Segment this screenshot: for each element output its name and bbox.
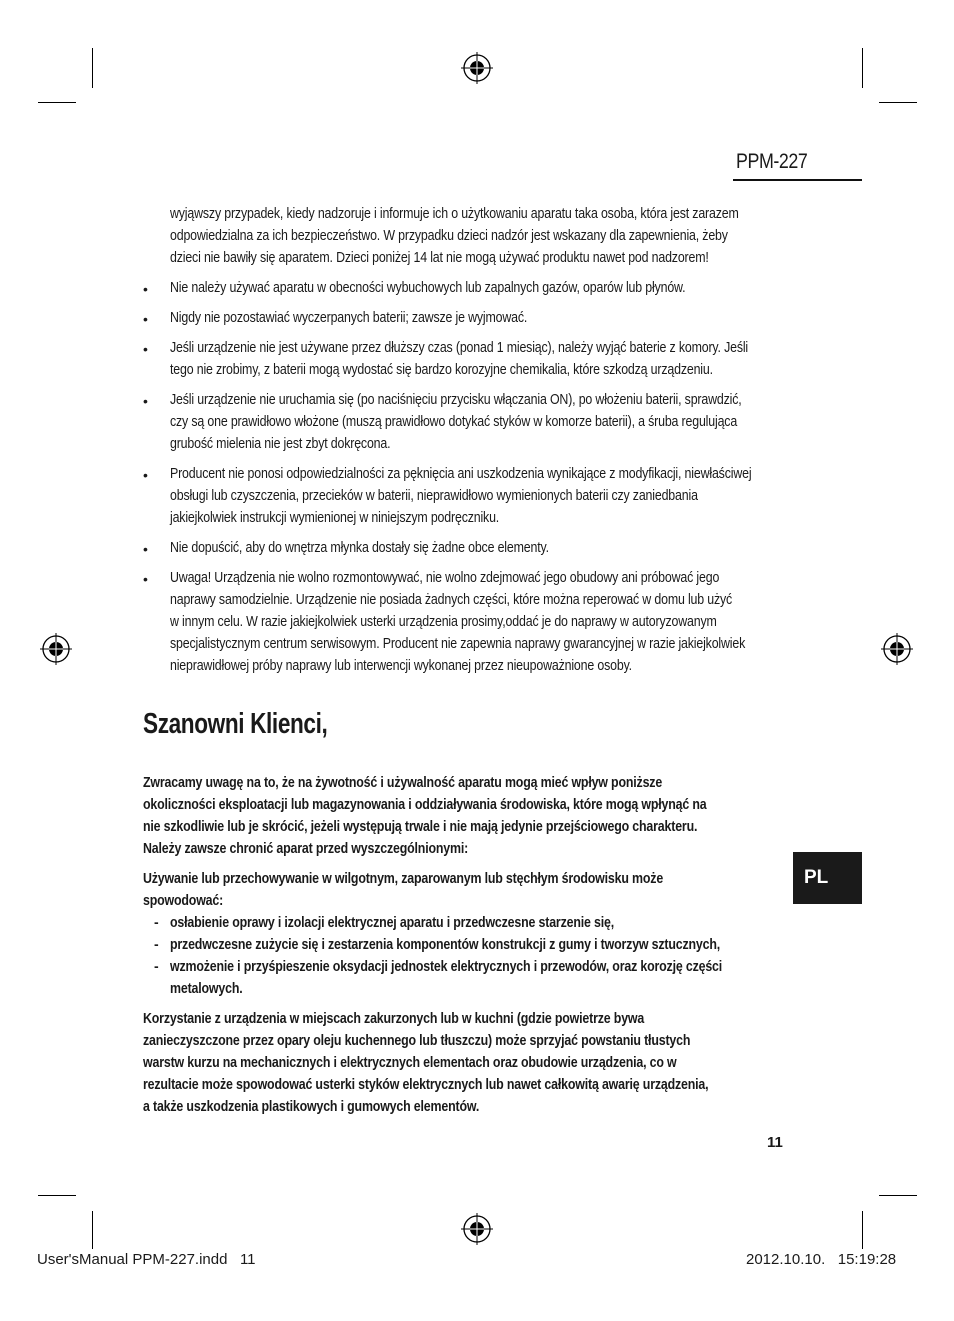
footer-timestamp: 2012.10.10. 15:19:28 <box>746 1251 897 1268</box>
registration-mark-right-icon <box>879 631 915 667</box>
paragraph-line: okoliczności eksploatacji lub magazynowania i oddziaływania środowiska, które mogą wpłynąć na <box>143 797 707 813</box>
section-heading: Szanowni Klienci, <box>143 708 328 740</box>
bullet-line: nieprawidłowej próby naprawy lub interwencji wykonanej przez nieupoważnione osoby. <box>170 658 632 674</box>
bullet-line: grubość mielenia nie jest zbyt dokręcona. <box>170 436 391 452</box>
dash-item-line: osłabienie oprawy i izolacji elektrycznej aparatu i przedwczesne starzenie się, <box>170 915 615 931</box>
bullet-line: czy są one prawidłowo włożone (muszą prawidłowo dotykać styków w komorze baterii), a śruba regulująca <box>170 414 738 430</box>
paragraph-line: warstw kurzu na mechanicznych i elektrycznych elementach oraz obudowie urządzenia, co w <box>143 1055 677 1071</box>
crop-mark-bottom-right-horizontal <box>879 1195 917 1196</box>
dash-item-line: przedwczesne zużycie się i zestarzenia komponentów konstrukcji z gumy i tworzyw sztucznych, <box>170 937 721 953</box>
bullet-glyph: • <box>143 281 148 297</box>
bullet-line: Nigdy nie pozostawiać wyczerpanych baterii; zawsze je wyjmować. <box>170 310 528 326</box>
paragraph-line: Zwracamy uwagę na to, że na żywotność i używalność aparatu mogą mieć wpływ poniższe <box>143 775 663 791</box>
crop-mark-top-left-vertical <box>92 48 93 88</box>
language-tab-label: PL <box>804 867 829 888</box>
paragraph-line: Należy zawsze chronić aparat przed wyszczególnionymi: <box>143 841 469 857</box>
bullet-line: obsługi lub czyszczenia, przecieków w baterii, nieprawidłowo wymienionych baterii czy zaniedbania <box>170 488 698 504</box>
bullet-glyph: • <box>143 541 148 557</box>
footer-file-info: User'sManual PPM-227.indd 11 <box>37 1251 256 1268</box>
paragraph-line: Korzystanie z urządzenia w miejscach zakurzonych lub w kuchni (gdzie powietrze bywa <box>143 1011 645 1027</box>
dash-glyph: - <box>154 958 159 974</box>
language-tab <box>793 852 862 904</box>
bullet-line: tego nie zrobimy, z baterii mogą wydostać się bardzo korozyjne chemikalia, które szkodzą urządzeniu. <box>170 362 713 378</box>
bullet-line: Jeśli urządzenie nie jest używane przez dłuższy czas (ponad 1 miesiąc), należy wyjąć baterie z komory. Jeśli <box>170 340 749 356</box>
bullet-glyph: • <box>143 571 148 587</box>
model-number: PPM-227 <box>736 150 808 173</box>
bullet-glyph: • <box>143 311 148 327</box>
crop-mark-top-right-horizontal <box>879 102 917 103</box>
intro-line: wyjąwszy przypadek, kiedy nadzoruje i informuje ich o użytkowaniu aparatu taka osoba, która jest zarazem <box>170 206 739 222</box>
dash-item-line: wzmożenie i przyśpieszenie oksydacji jednostek elektrycznych i przewodów, oraz korozję części <box>170 959 723 975</box>
bullet-line: specjalistycznym centrum serwisowym. Producent nie zapewnia naprawy gwarancyjnej w razie jakiejkolwiek <box>170 636 746 652</box>
paragraph-line: rezultacie może spowodować usterki styków elektrycznych lub nawet całkowitą awarię urządzenia, <box>143 1077 709 1093</box>
paragraph-line: spowodować: <box>143 893 224 909</box>
bullet-glyph: • <box>143 341 148 357</box>
bullet-line: Jeśli urządzenie nie uruchamia się (po naciśnięciu przycisku włączania ON), po włożeniu baterii, sprawdzić, <box>170 392 742 408</box>
bullet-line: Producent nie ponosi odpowiedzialności za pęknięcia ani uszkodzenia wynikające z modyfikacji, niewłaściwej <box>170 466 752 482</box>
paragraph-line: zanieczyszczone przez opary oleju kuchennego lub tłuszczu) może sprzyjać powstaniu tłustych <box>143 1033 691 1049</box>
paragraph-line: a także uszkodzenia plastikowych i gumowych elementów. <box>143 1099 480 1115</box>
bullet-line: Uwaga! Urządzenia nie wolno rozmontowywać, nie wolno zdejmować jego obudowy ani próbować jego <box>170 570 720 586</box>
bullet-line: jakiejkolwiek instrukcji wymienionej w niniejszym podręczniku. <box>170 510 500 526</box>
bullet-line: w innym celu. W razie jakiejkolwiek usterki urządzenia prosimy,oddać je do naprawy w autoryzowanym <box>170 614 717 630</box>
dash-glyph: - <box>154 936 159 952</box>
crop-mark-bottom-left-vertical <box>92 1211 93 1249</box>
bullet-line: naprawy samodzielnie. Urządzenie nie posiada żadnych części, które można reperować w domu lub użyć <box>170 592 733 608</box>
dash-glyph: - <box>154 914 159 930</box>
crop-mark-top-right-vertical <box>862 48 863 88</box>
registration-mark-top-icon <box>459 50 495 86</box>
intro-line: dzieci nie bawiły się aparatem. Dzieci poniżej 14 lat nie mogą używać produktu nawet pod nadzorem! <box>170 250 709 266</box>
crop-mark-bottom-left-horizontal <box>38 1195 76 1196</box>
dash-item-line: metalowych. <box>170 981 243 997</box>
header-rule <box>733 179 862 181</box>
bullet-glyph: • <box>143 393 148 409</box>
bullet-line: Nie dopuścić, aby do wnętrza młynka dostały się żadne obce elementy. <box>170 540 549 556</box>
registration-mark-bottom-icon <box>459 1211 495 1247</box>
crop-mark-top-left-horizontal <box>38 102 76 103</box>
paragraph-line: nie szkodliwie lub je skrócić, jeżeli występują trwale i nie mają jedynie przejściowego charakteru. <box>143 819 698 835</box>
paragraph-line: Używanie lub przechowywanie w wilgotnym, zaparowanym lub stęchłym środowisku może <box>143 871 664 887</box>
intro-line: odpowiedzialna za ich bezpieczeństwo. W przypadku dzieci nadzór jest wskazany dla zapewnienia, żeby <box>170 228 728 244</box>
page-number: 11 <box>767 1134 783 1151</box>
bullet-line: Nie należy używać aparatu w obecności wybuchowych lub zapalnych gazów, oparów lub płynów. <box>170 280 686 296</box>
bullet-glyph: • <box>143 467 148 483</box>
registration-mark-left-icon <box>38 631 74 667</box>
crop-mark-bottom-right-vertical <box>862 1211 863 1249</box>
